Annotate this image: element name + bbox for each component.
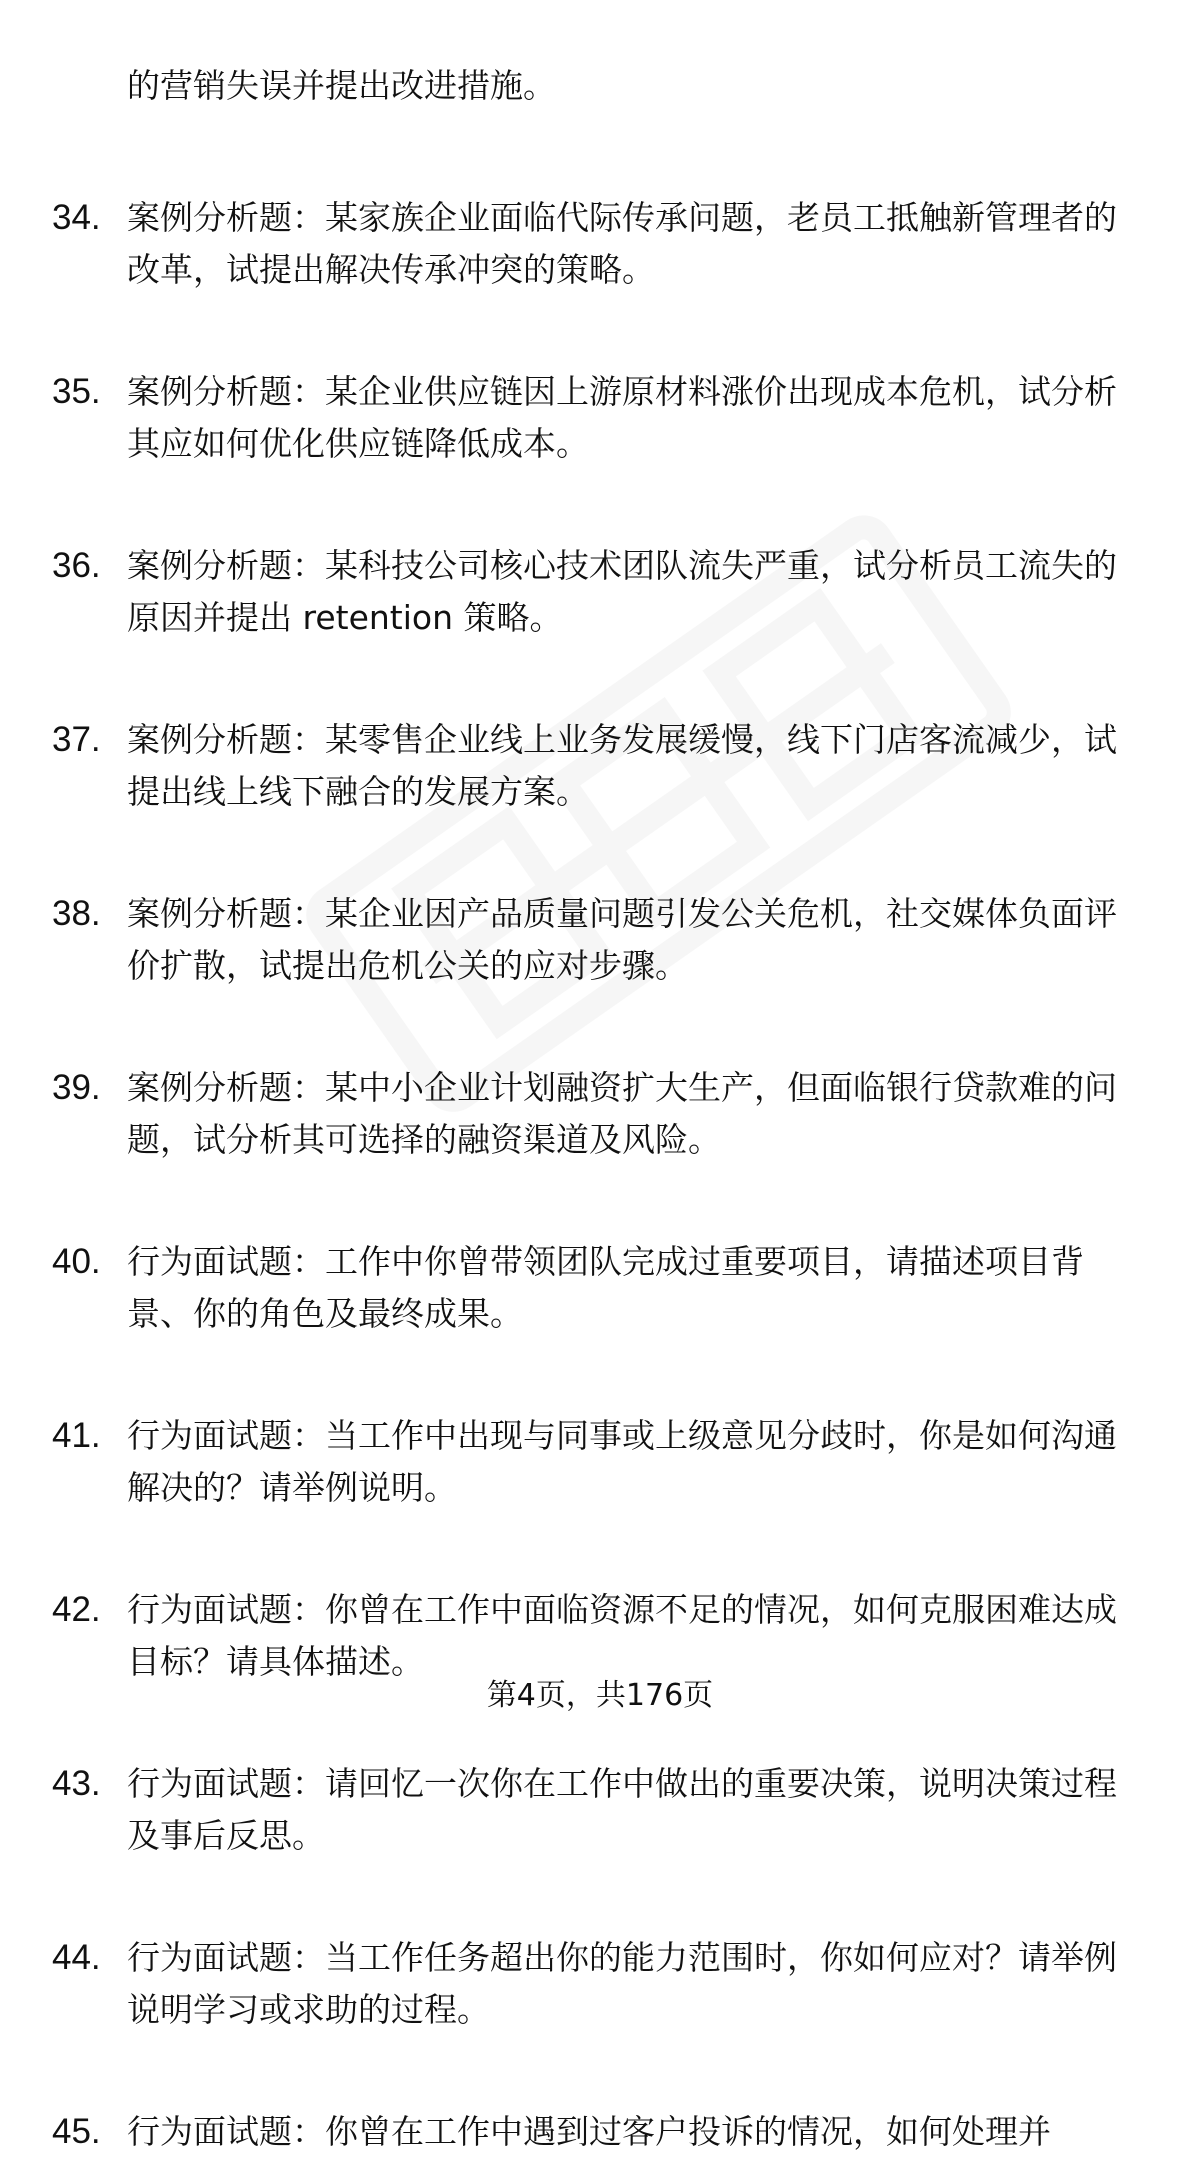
question-text: 案例分析题：某企业因产品质量问题引发公关危机，社交媒体负面评价扩散，试提出危机公关的应对步骤。 xyxy=(127,894,1117,985)
question-item xyxy=(52,1758,1152,1862)
question-number: 39. xyxy=(52,1068,101,1107)
question-list xyxy=(52,192,1152,2158)
continued-question-text: 的营销失误并提出改进措施。 xyxy=(127,66,556,105)
page-footer: 第4页，共176页 xyxy=(486,1678,714,1713)
question-number: 42. xyxy=(52,1590,101,1629)
question-item xyxy=(52,192,1152,296)
question-number: 35. xyxy=(52,372,101,411)
question-item xyxy=(52,1236,1152,1340)
question-item xyxy=(52,540,1152,644)
question-content xyxy=(52,60,1152,2158)
question-text: 案例分析题：某中小企业计划融资扩大生产，但面临银行贷款难的问题，试分析其可选择的融资渠道及风险。 xyxy=(127,1068,1117,1159)
question-number: 36. xyxy=(52,546,101,585)
question-number: 45. xyxy=(52,2112,101,2151)
question-item xyxy=(52,366,1152,470)
question-item xyxy=(52,888,1152,992)
question-text: 行为面试题：你曾在工作中遇到过客户投诉的情况，如何处理并 xyxy=(127,2112,1051,2151)
question-item xyxy=(52,1062,1152,1166)
question-item xyxy=(52,2106,1152,2158)
question-text: 行为面试题：请回忆一次你在工作中做出的重要决策，说明决策过程及事后反思。 xyxy=(127,1764,1117,1855)
question-item xyxy=(52,1584,1152,1688)
question-text: 案例分析题：某零售企业线上业务发展缓慢，线下门店客流减少，试提出线上线下融合的发展方案。 xyxy=(127,720,1117,811)
question-text: 案例分析题：某企业供应链因上游原材料涨价出现成本危机，试分析其应如何优化供应链降低成本。 xyxy=(127,372,1117,463)
question-text: 行为面试题：当工作任务超出你的能力范围时，你如何应对？请举例说明学习或求助的过程。 xyxy=(127,1938,1117,2029)
question-number: 41. xyxy=(52,1416,101,1455)
question-number: 37. xyxy=(52,720,101,759)
question-text: 行为面试题：当工作中出现与同事或上级意见分歧时，你是如何沟通解决的？请举例说明。 xyxy=(127,1416,1117,1507)
question-item xyxy=(52,714,1152,818)
question-item xyxy=(52,1410,1152,1514)
question-text: 案例分析题：某家族企业面临代际传承问题，老员工抵触新管理者的改革，试提出解决传承冲突的策略。 xyxy=(127,198,1117,289)
question-text: 行为面试题：你曾在工作中面临资源不足的情况，如何克服困难达成目标？请具体描述。 xyxy=(127,1590,1117,1681)
question-item xyxy=(52,1932,1152,2036)
question-number: 43. xyxy=(52,1764,101,1803)
question-text: 案例分析题：某科技公司核心技术团队流失严重，试分析员工流失的原因并提出 retention 策略。 xyxy=(127,546,1117,637)
question-number: 40. xyxy=(52,1242,101,1281)
question-number: 44. xyxy=(52,1938,101,1977)
question-number: 38. xyxy=(52,894,101,933)
question-number: 34. xyxy=(52,198,101,237)
question-text: 行为面试题：工作中你曾带领团队完成过重要项目，请描述项目背景、你的角色及最终成果。 xyxy=(127,1242,1084,1333)
